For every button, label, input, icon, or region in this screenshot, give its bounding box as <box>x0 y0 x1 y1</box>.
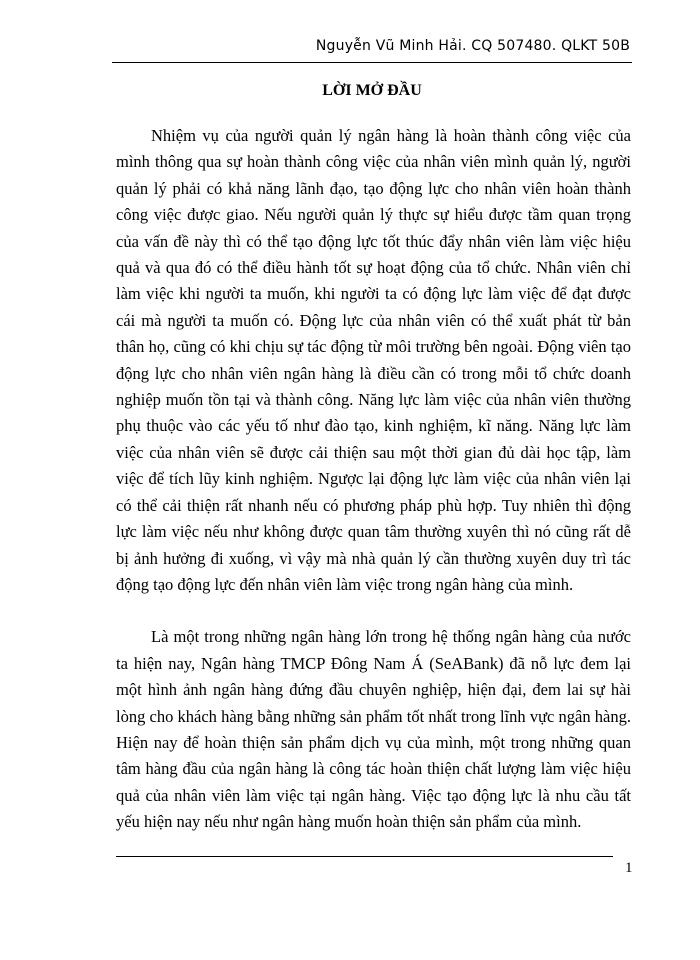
page-header: Nguyễn Vũ Minh Hải. CQ 507480. QLKT 50B <box>315 38 630 54</box>
header-divider <box>112 62 632 63</box>
paragraph-2: Là một trong những ngân hàng lớn trong hệ thống ngân hàng của nước ta hiện nay, Ngân hàng TMCP Đông Nam Á (SeABank) đã nỗ lực đem lại một hình ảnh ngân hàng đứng đầu chuyên nghiệp, hiện đại, đem lai sự hài lòng cho khách hàng bằng những sản phẩm tốt nhất trong lĩnh vực ngân hàng. Hiện nay để hoàn thiện sản phẩm dịch vụ của mình, một trong những quan tâm hàng đầu của ngân hàng là công tác hoàn thiện chất lượng làm việc hiệu quả của nhân viên làm việc tại ngân hàng. Việc tạo động lực là nhu cầu tất yếu hiện nay nếu như ngân hàng muốn hoàn thiện sản phẩm của mình. <box>116 627 631 832</box>
document-body <box>116 123 631 836</box>
page-number: 1 <box>625 860 633 876</box>
footer-divider <box>116 856 613 857</box>
paragraph-1: Nhiệm vụ của người quản lý ngân hàng là hoàn thành công việc của mình thông qua sự hoàn thành công việc của nhân viên mình quản lý, người quản lý phải có khả năng lãnh đạo, tạo động lực cho nhân viên hoàn thành công việc được giao. Nếu người quản lý thực sự hiểu được tầm quan trọng của vấn đề này thì có thể tạo động lực tốt thúc đẩy nhân viên làm việc hiệu quả và qua đó có thể điều hành tốt sự hoạt động của tổ chức. Nhân viên chỉ làm việc khi người ta muốn, khi người ta có động lực làm việc để đạt được cái mà người ta muốn có. Động lực của nhân viên có thể xuất phát từ bản thân họ, cũng có khi chịu sự tác động từ môi trường bên ngoài. Động viên tạo động lực cho nhân viên ngân hàng là điều cần có trong mỗi tổ chức doanh nghiệp muốn tồn tại và thành công. Năng lực làm việc của nhân viên thường phụ thuộc vào các yếu tố như đào tạo, kinh nghiệm, kĩ năng. Năng lực làm việc của nhân viên sẽ được cải thiện sau một thời gian đủ dài học tập, làm việc để tích lũy kinh nghiệm. Ngược lại động lực làm việc của nhân viên lại có thể cải thiện rất nhanh nếu có phương pháp phù hợp. Tuy nhiên thì động lực làm việc nếu như không được quan tâm thường xuyên thì nó cũng rất dễ bị ảnh hưởng đi xuống, vì vậy mà nhà quản lý cần thường xuyên duy trì tác động tạo động lực đến nhân viên làm việc trong ngân hàng của mình. <box>116 126 631 594</box>
page-title: LỜI MỞ ĐẦU <box>322 82 422 99</box>
